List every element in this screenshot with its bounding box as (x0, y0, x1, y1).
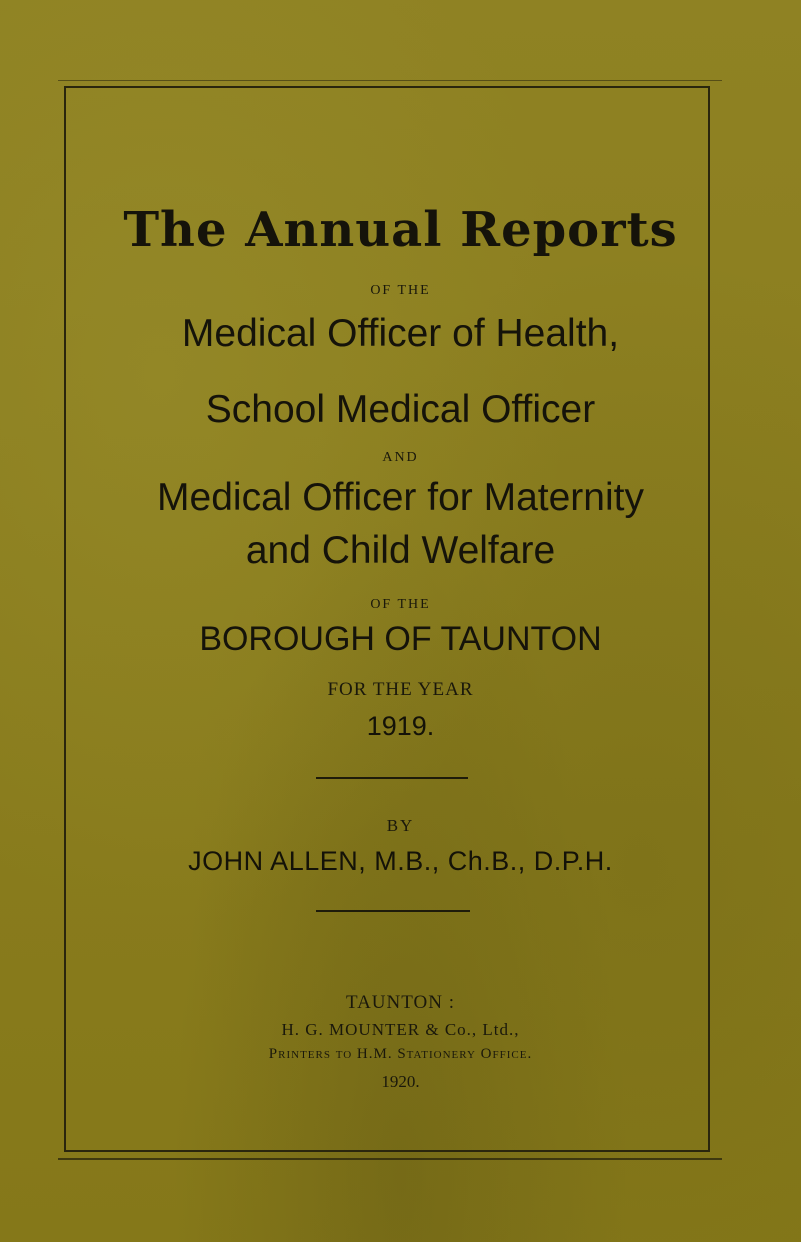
and-label: AND (382, 450, 419, 465)
imprint-publisher: H. G. MOUNTER & Co., Ltd., (281, 1020, 520, 1039)
divider-rule-bottom (316, 910, 470, 912)
for-the-year-label: FOR THE YEAR (327, 679, 474, 700)
title-line-school-medical-officer: School Medical Officer (205, 388, 596, 431)
of-the-label-2: OF THE (370, 597, 431, 612)
author-name: JOHN ALLEN, M.B., Ch.B., D.P.H. (188, 846, 613, 876)
of-the-label: OF THE (370, 283, 431, 298)
borough-name: BOROUGH OF TAUNTON (199, 620, 602, 658)
imprint-place: TAUNTON : (346, 992, 455, 1013)
title-line-child-welfare: and Child Welfare (245, 529, 556, 572)
title-line-medical-officer-of-health: Medical Officer of Health, (181, 312, 620, 355)
imprint-date: 1920. (381, 1072, 420, 1091)
report-title: The Annual Reports (123, 202, 678, 258)
imprint-printers: Printers to H.M. Stationery Office. (268, 1046, 533, 1062)
title-line-maternity: Medical Officer for Maternity (157, 476, 644, 519)
report-year: 1919. (366, 711, 435, 741)
by-label: BY (386, 816, 415, 835)
divider-rule-top (316, 777, 468, 779)
